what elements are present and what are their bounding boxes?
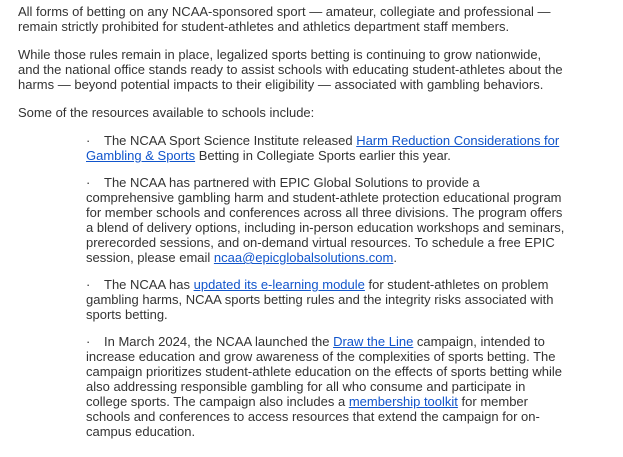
resource-item-draw-the-line <box>86 334 570 439</box>
bullet-icon: · <box>86 277 91 292</box>
elearning-module-link[interactable]: updated its e-learning module <box>193 277 365 292</box>
resources-list <box>86 133 570 439</box>
article-body <box>18 4 563 451</box>
bullet-icon: · <box>86 133 91 148</box>
resource-item-epic <box>86 175 570 265</box>
resource-item-harm-reduction <box>86 133 570 163</box>
resource-text: Betting in Collegiate Sports earlier this year. <box>195 148 451 163</box>
intro-paragraph-1: All forms of betting on any NCAA-sponsored sport — amateur, collegiate and professional — remain strictly prohibited for student-athletes and athletics department staff members. <box>18 4 551 34</box>
draw-the-line-link[interactable]: Draw the Line <box>333 334 414 349</box>
resource-text: campaign, intended to increase education and grow awareness of the complexities of sports betting. The campaign prioritizes student-athlete education on the effects of sports betting while also addressing responsible gambling for all who consume and participate in college sports. The campaign also includes a <box>86 334 562 409</box>
bullet-icon: · <box>86 334 91 349</box>
resource-text: The NCAA has partnered with EPIC Global Solutions to provide a comprehensive gambling harm and student-athlete protection educational program for member schools and conferences across all three divisions. The program offers a blend of delivery options, including in-person education workshops and seminars, prerecorded sessions, and on-demand virtual resources. To schedule a free EPIC session, please email <box>86 175 565 265</box>
epic-email-link[interactable]: ncaa@epicglobalsolutions.com <box>213 250 394 265</box>
resource-text: . <box>393 250 397 265</box>
resource-text: The NCAA has <box>104 277 194 292</box>
resource-text: In March 2024, the NCAA launched the <box>104 334 334 349</box>
resource-item-elearning <box>86 277 570 322</box>
membership-toolkit-link[interactable]: membership toolkit <box>348 394 458 409</box>
intro-paragraph-3: Some of the resources available to schools include: <box>18 105 315 120</box>
intro-paragraph-2: While those rules remain in place, legalized sports betting is continuing to grow nationwide, and the national office stands ready to assist schools with educating student-athletes about the harms — beyond potential impacts to their eligibility — associated with gambling behaviors. <box>18 47 563 92</box>
resource-text: for member schools and conferences to access resources that extend the campaign for on-campus education. <box>86 394 540 439</box>
resource-text: The NCAA Sport Science Institute released <box>104 133 357 148</box>
bullet-icon: · <box>86 175 91 190</box>
harm-reduction-link[interactable]: Harm Reduction Considerations for Gambling & Sports <box>86 133 560 163</box>
resource-text: for student-athletes on problem gambling harms, NCAA sports betting rules and the integrity risks associated with sports betting. <box>86 277 554 322</box>
